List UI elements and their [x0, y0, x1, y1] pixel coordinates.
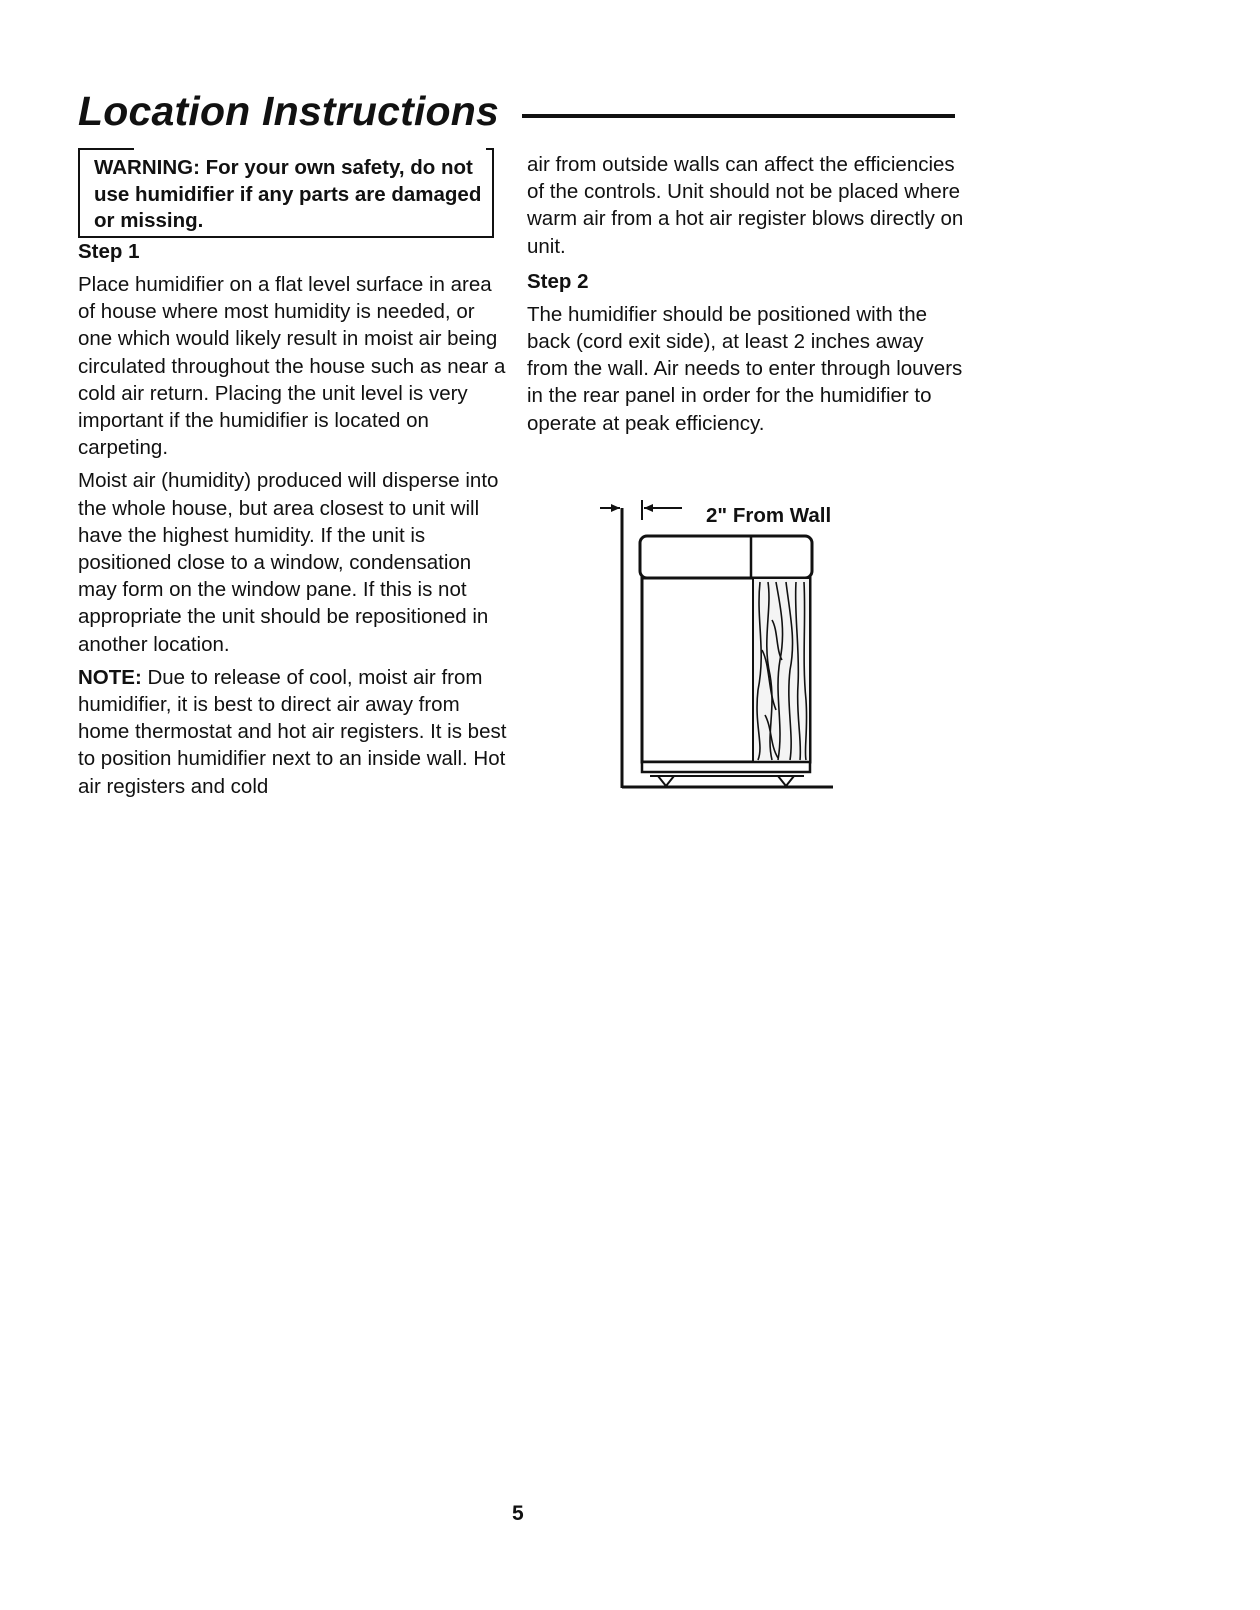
warning-text: WARNING: For your own safety, do not use humidifier if any parts are damaged or missing.	[94, 156, 482, 232]
humidifier-illustration	[600, 500, 860, 810]
note-text-continued: air from outside walls can affect the efficiencies of the controls. Unit should not be placed where warm air from a hot air register blows directly on unit.	[527, 153, 964, 258]
warning-box	[78, 148, 494, 238]
caster-right	[778, 776, 794, 786]
title-rule	[522, 114, 955, 118]
step1-paragraph-2: Moist air (humidity) produced will disperse into the whole house, but area closest to unit will have the highest humidity. If the unit is positioned close to a window, condensation may form on the window pane. If this is not appropriate the unit should be repositioned in another location.	[78, 469, 499, 656]
page-number: 5	[512, 1502, 524, 1525]
step2-paragraph: The humidifier should be positioned with the back (cord exit side), at least 2 inches away from the wall. Air needs to enter through louvers in the rear panel in order for the humidifier to operate at peak efficiency.	[527, 302, 963, 435]
note-label: NOTE:	[78, 665, 142, 689]
caster-left	[658, 776, 674, 786]
arrow-left-head	[611, 504, 620, 512]
unit-base	[642, 762, 810, 772]
right-column	[527, 151, 967, 437]
wall-clearance-diagram	[600, 500, 860, 810]
arrow-right-head	[644, 504, 653, 512]
step2-heading: Step 2	[527, 269, 589, 293]
left-column	[78, 238, 508, 800]
clearance-label: 2" From Wall	[706, 504, 832, 527]
step1-heading: Step 1	[78, 240, 140, 263]
step1-paragraph-1: Place humidifier on a flat level surface in area of house where most humidity is needed, or one which would likely result in moist air being circulated throughout the house such as near a cold air return. Placing the unit level is very important if the humidifier is located on carpeting.	[78, 273, 506, 460]
unit-lid	[640, 536, 812, 578]
note-text: Due to release of cool, moist air from humidifier, it is best to direct air away from home thermostat and hot air registers. It is best to position humidifier next to an inside wall. Hot air registers and cold	[78, 665, 507, 798]
wood-panel	[753, 578, 810, 762]
note-paragraph	[78, 664, 508, 800]
page-title: Location Instructions	[78, 88, 500, 134]
